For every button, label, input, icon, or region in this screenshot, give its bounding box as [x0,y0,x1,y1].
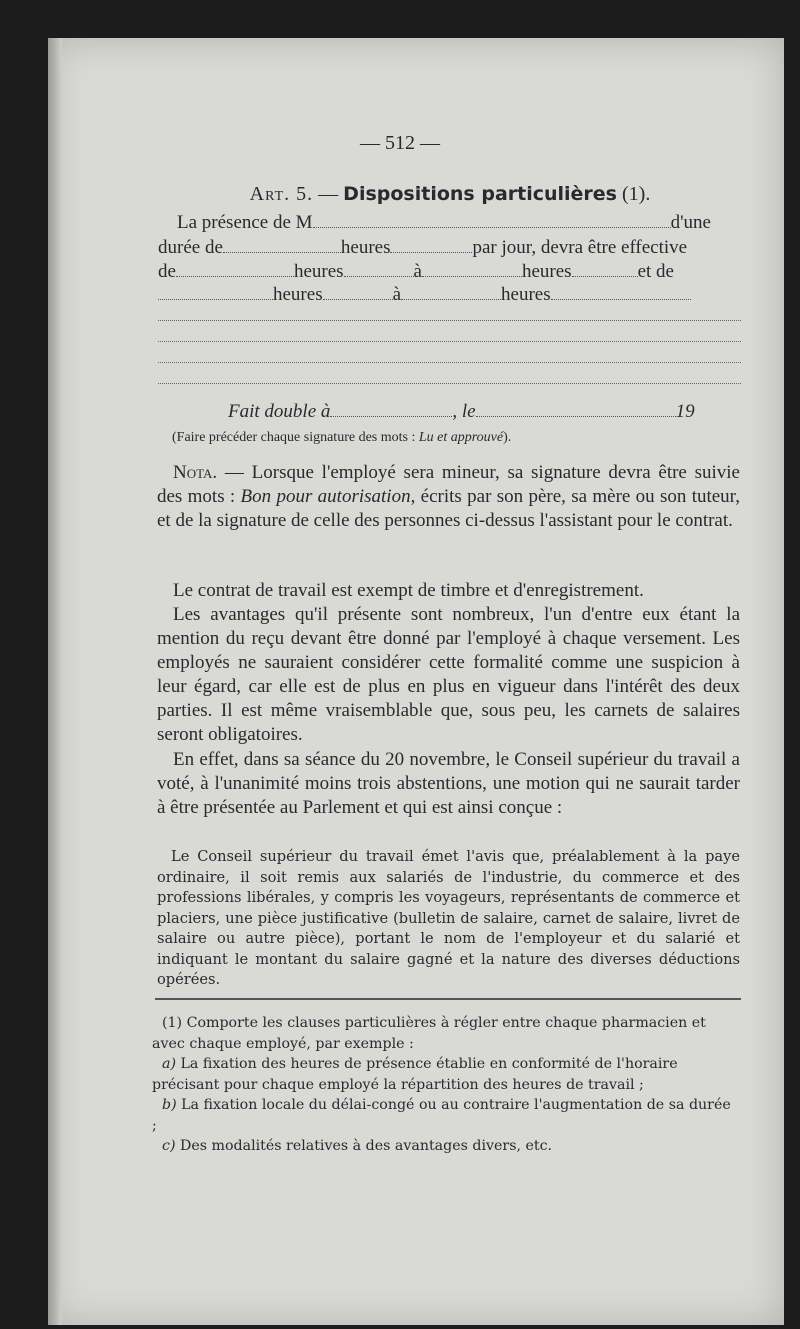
item-text: Des modalités relatives à des avantages divers, etc. [175,1138,553,1154]
article-title: Dispositions particulières [343,183,617,205]
article-label: Art. 5. [249,183,314,205]
blank-line [158,362,741,363]
page-edge [784,38,800,1325]
blank-line [158,383,741,384]
footnote-item-a [152,1054,740,1095]
fill-blank [422,260,522,277]
nota-italic: Bon pour autorisation [240,486,411,507]
article-footnote-ref: (1). [617,183,651,205]
fill-blank [313,211,671,228]
form-text: à [413,261,422,282]
article-heading [160,183,740,206]
blank-line [158,341,741,342]
fill-blank [223,236,341,253]
form-text: et de [637,261,674,282]
fill-blank [344,260,414,277]
paragraph-conseil [157,748,740,820]
item-label: a) [162,1056,176,1072]
form-line-3 [158,260,674,283]
note-text: ). [503,430,512,445]
fill-blank [158,283,273,300]
fill-blank [176,260,294,277]
form-text: de [158,261,176,282]
form-text: Fait double à [228,401,331,422]
footnote-item-c [152,1136,740,1157]
page-number: — 512 — [360,132,440,154]
footnote-rule [155,998,741,1000]
footnote [152,1013,740,1157]
note-text: (Faire précéder chaque signature des mots : [172,430,419,445]
item-text: La fixation locale du délai-congé ou au contraire l'augmentation de sa durée ; [152,1097,731,1134]
paragraph-text: Les avantages qu'il présente sont nombreux, l'un d'entre eux étant la mention du reçu devant être donné par l'employé à chaque versement. Les employés ne sauraient considérer cette formalité comme une suspicion à leur égard, car elle est de plus en plus en vigueur dans l'intérêt des deux parties. Il est même vraisemblable que, sous peu, les carnets de salaires seront obligatoires. [157,604,740,745]
nota-paragraph [157,461,740,533]
signature-line [228,400,695,423]
fill-blank [401,283,501,300]
note-italic: Lu et approuvé [418,430,504,445]
blank-line [158,320,741,321]
form-text: heures [340,237,391,258]
signature-note [172,430,511,446]
form-text: La présence de M [177,212,313,233]
form-text: à [392,284,402,305]
form-text: heures [273,284,323,305]
form-text: heures [521,261,572,282]
quote-text: Le Conseil supérieur du travail émet l'avis que, préalablement à la paye ordinaire, il soit remis aux salariés de l'industrie, du commerce et des professions libérales, y compris les voyageurs, représentants de commerce et placiers, une pièce justificative (bulletin de salaire, carnet de salaire, livret de salaire ou autre pièce), portant le nom de l'employeur et du salarié et indiquant le montant du salaire gagné et la nature des diverses déductions opérées. [157,848,740,988]
footnote-item-b [152,1095,740,1136]
motion-quote [157,847,740,991]
item-label: b) [162,1097,177,1113]
form-text: , le [452,401,476,422]
form-line-2 [158,236,687,259]
footnote-intro: (1) Comporte les clauses particulières à régler entre chaque pharmacien et avec chaque employé, par exemple : [152,1015,706,1052]
form-text: heures [293,261,344,282]
fill-blank [572,260,638,277]
fill-blank [330,400,452,417]
nota-text: , écrits par son père, sa mère ou son tuteur, et de la signature de celle des personnes ci-dessus l'assistant pour le contrat. [157,486,740,531]
form-text: d'une [670,212,711,233]
fill-blank [476,400,676,417]
item-label: c) [162,1138,176,1154]
paragraph-avantages [157,603,740,747]
fill-blank [390,236,472,253]
nota-label: Nota. [173,462,218,483]
form-text: par jour, devra être effective [472,237,688,258]
nota-text: — Lorsque l'employé sera mineur, sa signature devra être suivie des mots : [157,462,740,507]
form-text: heures [501,284,551,305]
form-text: 19 [675,401,695,422]
fill-blank [551,283,691,300]
form-line-1 [177,211,711,234]
paragraph-text: Le contrat de travail est exempt de timbre et d'enregistrement. [173,580,644,601]
form-text: durée de [158,237,223,258]
paragraph-exempt [157,579,740,603]
fill-blank [323,283,393,300]
page-gutter [48,38,62,1325]
form-line-4 [158,283,691,306]
item-text: La fixation des heures de présence établie en conformité de l'horaire précisant pour chaque employé la répartition des heures de travail ; [152,1056,678,1093]
article-dash: — [313,183,344,205]
paragraph-text: En effet, dans sa séance du 20 novembre, le Conseil supérieur du travail a voté, à l'unanimité moins trois abstentions, une motion qui ne saurait tarder à être présentée au Parlement et qui est ainsi conçue : [157,749,740,818]
